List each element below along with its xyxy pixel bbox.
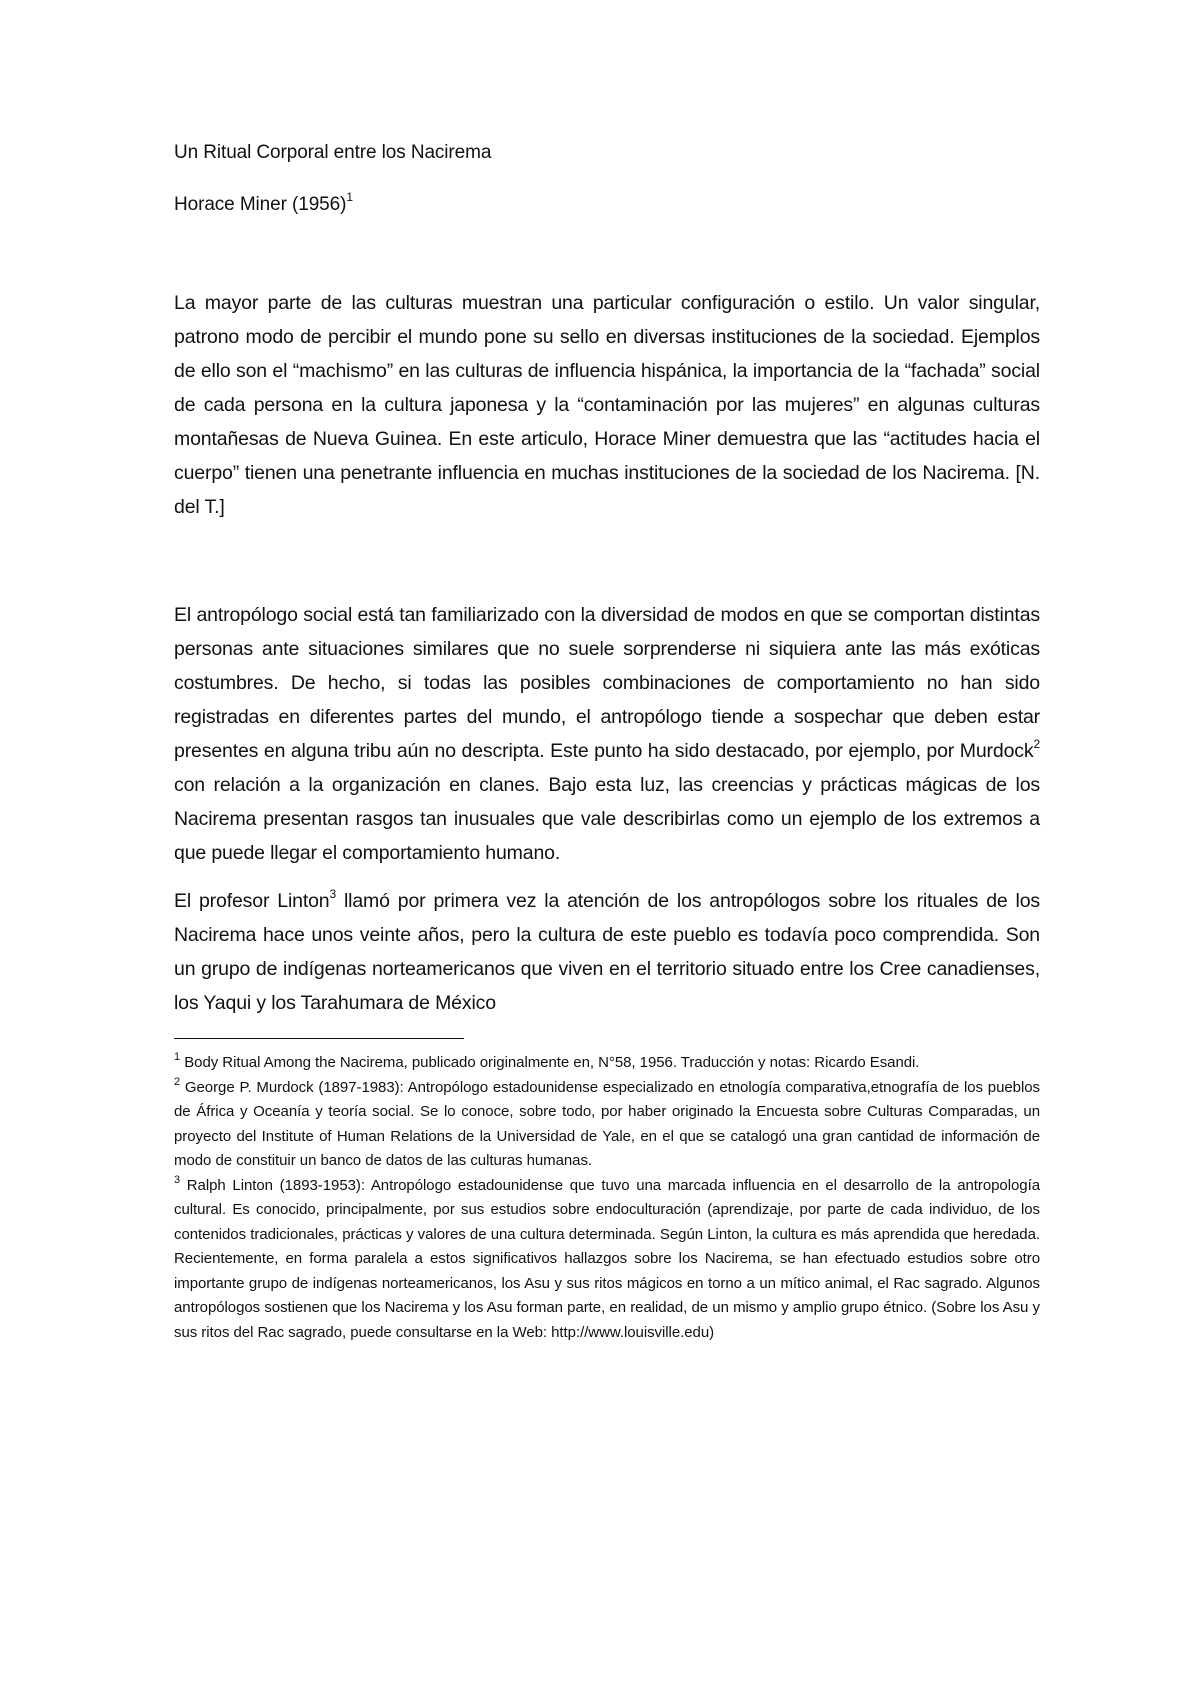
footnote-text: Ralph Linton (1893-1953): Antropólogo estadounidense que tuvo una marcada influencia en el desarrollo de la antropología cultural. Es conocido, principalmente, por sus estudios sobre endoculturación (aprendizaje, por parte de cada individuo, de los contenidos tradicionales, prácticas y valores de una cultura determinada. Según Linton, la cultura es más aprendida que heredada. Recientemente, en forma paralela a estos significativos hallazgos sobre los Nacirema, se han efectuado estudios sobre otro importante grupo de indígenas norteamericanos, los Asu y sus ritos mágicos en torno a un mítico animal, el Rac sagrado. Algunos antropólogos sostienen que los Nacirema y los Asu forman parte, en realidad, de un mismo y amplio grupo étnico. (Sobre los Asu y sus ritos del Rac sagrado, puede consultarse en la Web: http://www.louisville.edu): [174, 1176, 1040, 1341]
footnote-text: George P. Murdock (1897-1983): Antropólogo estadounidense especializado en etnología comparativa,etnografía de los pueblos de África y Oceanía y teoría social. Se lo conoce, sobre todo, por haber originado la Encuesta sobre Culturas Comparadas, un proyecto del Institute of Human Relations de la Universidad de Yale, en el que se catalogó una gran cantidad de información de modo de constituir un banco de datos de las culturas humanas.: [174, 1078, 1040, 1169]
intro-paragraph: La mayor parte de las culturas muestran una particular configuración o estilo. Un valor singular, patrono modo de percibir el mundo pone su sello en diversas instituciones de la sociedad. Ejemplos de ello son el “machismo” en las culturas de influencia hispánica, la importancia de la “fachada” social de cada persona en la cultura japonesa y la “contaminación por las mujeres” en algunas culturas montañesas de Nueva Guinea. En este articulo, Horace Miner demuestra que las “actitudes hacia el cuerpo” tienen una penetrante influencia en muchas instituciones de la sociedad de los Nacirema. [N. del T.]: [174, 292, 1040, 518]
footnote-ref-2: 2: [1033, 736, 1040, 751]
footnote-number: 2: [174, 1075, 181, 1088]
document-page: [174, 140, 1040, 1345]
footnote-separator: [174, 1038, 464, 1039]
author-name: Horace Miner (1956): [174, 194, 347, 215]
footnote-ref-1: 1: [346, 189, 353, 204]
footnote-number: 3: [174, 1173, 181, 1186]
footnotes: [174, 1051, 1040, 1345]
footnote-1: [174, 1051, 1040, 1076]
footnote-ref-3: 3: [329, 886, 337, 901]
paragraph-1-text-a: El antropólogo social está tan familiarizado con la diversidad de modos en que se comportan distintas personas ante situaciones similares que no suele sorprenderse ni siquiera ante las más exóticas costumbres. De hecho, si todas las posibles combinaciones de comportamiento no han sido registradas en diferentes partes del mundo, el antropólogo tiende a sospechar que deben estar presentes en alguna tribu aún no descripta. Este punto ha sido destacado, por ejemplo, por Murdock: [174, 604, 1040, 762]
body-paragraph-2: [174, 884, 1040, 1020]
paragraph-2-text-b: llamó por primera vez la atención de los antropólogos sobre los rituales de los Nacirema hace unos veinte años, pero la cultura de este pueblo es todavía poco comprendida. Son un grupo de indígenas norteamericanos que viven en el territorio situado entre los Cree canadienses, los Yaqui y los Tarahumara de México: [174, 890, 1041, 1014]
footnote-number: 1: [174, 1051, 181, 1063]
paragraph-1-text-b: con relación a la organización en clanes. Bajo esta luz, las creencias y prácticas mágicas de los Nacirema presentan rasgos tan inusuales que vale describirlas como un ejemplo de los extremos a que puede llegar el comportamiento humano.: [174, 774, 1040, 864]
author-line: [174, 189, 1040, 218]
body-paragraph-1: [174, 598, 1040, 870]
footnote-3: [174, 1174, 1040, 1346]
document-title: Un Ritual Corporal entre los Nacirema: [174, 142, 492, 163]
footnote-2: [174, 1076, 1040, 1174]
footnote-text: Body Ritual Among the Nacirema, publicado originalmente en, N°58, 1956. Traducción y notas: Ricardo Esandi.: [180, 1054, 920, 1071]
paragraph-2-text-a: El profesor Linton: [174, 890, 330, 912]
